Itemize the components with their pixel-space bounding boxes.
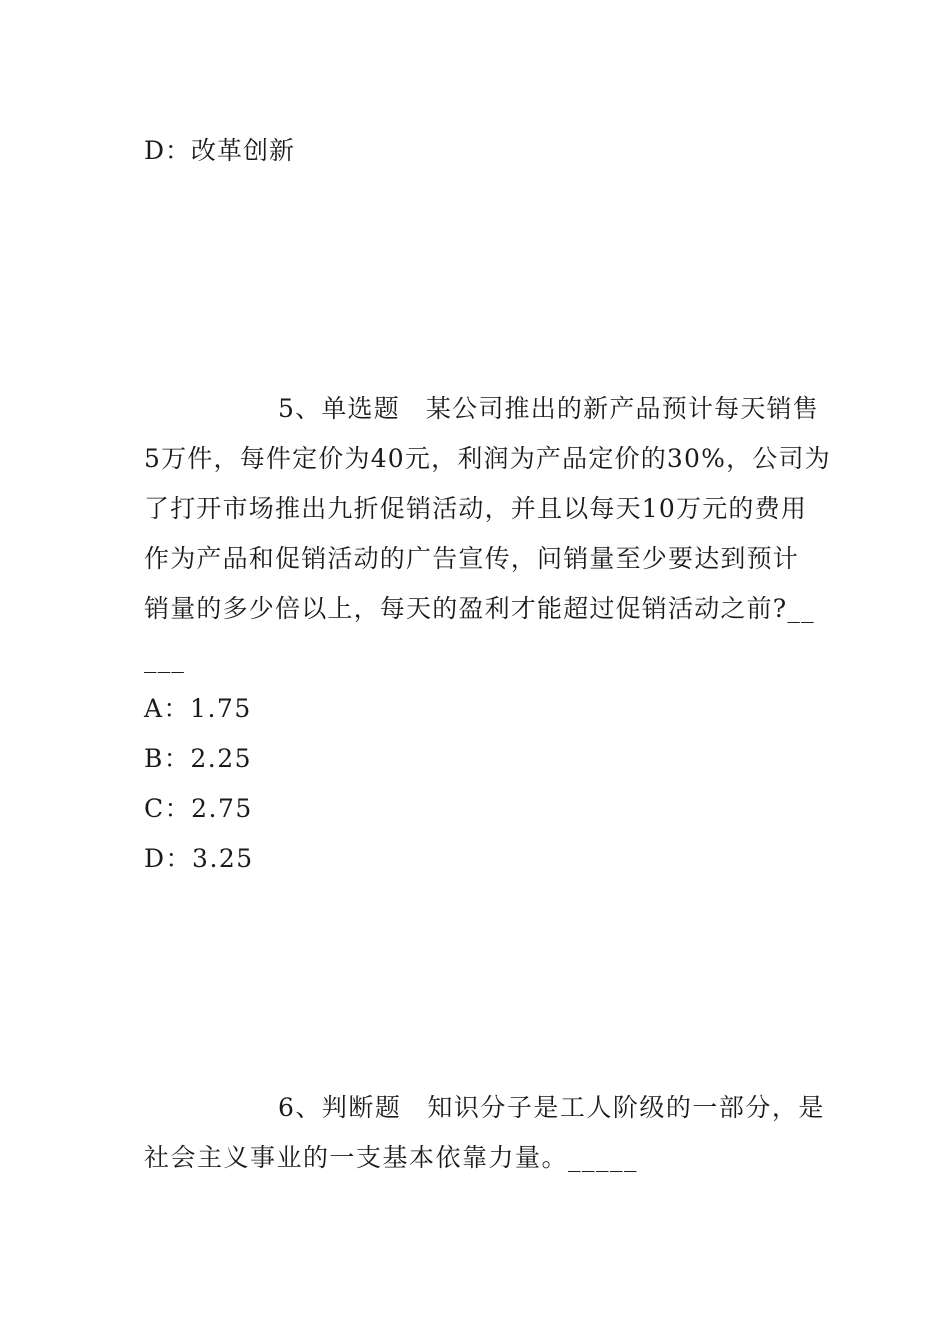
question-5-type: 单选题 xyxy=(321,394,400,423)
question-6-text-line-1: 知识分子是工人阶级的一部分，是 xyxy=(427,1093,825,1122)
question-5-text-line-3: 了打开市场推出九折促销活动，并且以每天10万元的费用 xyxy=(144,494,808,523)
option-c: C：2.75 xyxy=(144,794,253,823)
previous-question-option-d: D：改革创新 xyxy=(144,136,296,165)
question-5-text-line-5: 销量的多少倍以上，每天的盈利才能超过促销活动之前?__ xyxy=(144,594,815,623)
question-6-text-line-2: 社会主义事业的一支基本依靠力量。_____ xyxy=(144,1143,639,1172)
question-5 xyxy=(144,384,831,684)
question-6 xyxy=(144,1083,825,1183)
question-5-header-line xyxy=(144,384,819,434)
option-b: B：2.25 xyxy=(144,744,253,773)
option-d: D：3.25 xyxy=(144,844,254,873)
question-5-text-line-1: 某公司推出的新产品预计每天销售 xyxy=(425,394,819,423)
question-6-number: 6、 xyxy=(278,1093,322,1122)
question-5-number: 5、 xyxy=(278,394,322,423)
question-5-text-line-4: 作为产品和促销活动的广告宣传，问销量至少要达到预计 xyxy=(144,544,800,573)
question-5-options xyxy=(144,684,254,884)
question-6-type: 判断题 xyxy=(321,1093,402,1122)
question-5-text-line-2: 5万件，每件定价为40元，利润为产品定价的30%，公司为 xyxy=(144,444,831,473)
question-5-text-line-6: ___ xyxy=(144,644,186,673)
question-6-header-line xyxy=(144,1083,825,1133)
option-a: A：1.75 xyxy=(144,694,252,723)
